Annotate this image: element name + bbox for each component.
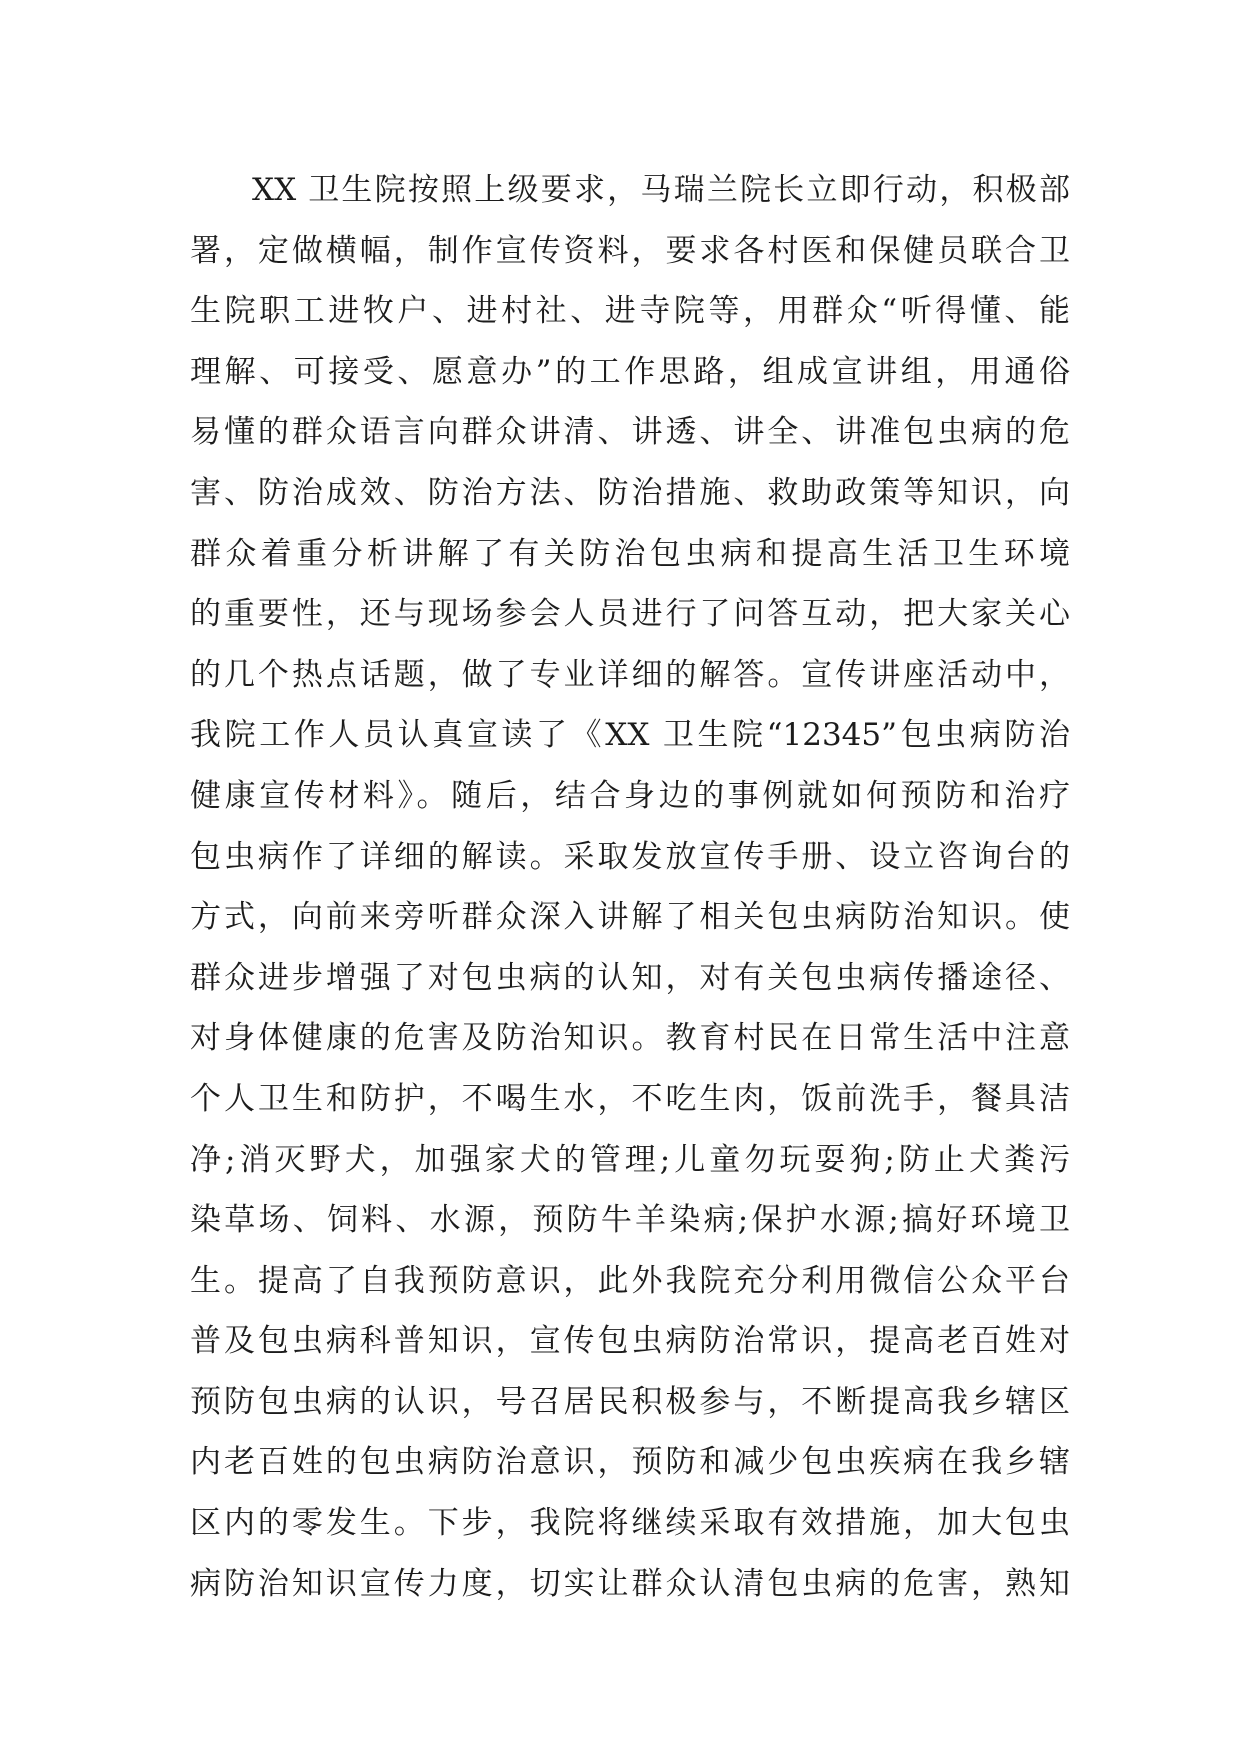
paragraph-line: 群众着重分析讲解了有关防治包虫病和提高生活卫生环境 (190, 535, 1070, 572)
paragraph-line: 理解、可接受、愿意办”的工作思路，组成宣讲组，用通俗 (190, 353, 1070, 390)
paragraph-line: 预防包虫病的认识，号召居民积极参与，不断提高我乡辖区 (190, 1383, 1070, 1420)
paragraph-line: 方式，向前来旁听群众深入讲解了相关包虫病防治知识。使 (190, 899, 1070, 936)
paragraph-line: 生院职工进牧户、进村社、进寺院等，用群众“听得懂、能 (190, 293, 1070, 330)
paragraph-line: 个人卫生和防护，不喝生水，不吃生肉，饭前洗手，餐具洁 (190, 1080, 1070, 1117)
paragraph-line: 对身体健康的危害及防治知识。教育村民在日常生活中注意 (190, 1020, 1070, 1057)
paragraph-line: 染草场、饲料、水源，预防牛羊染病;保护水源;搞好环境卫 (190, 1202, 1070, 1239)
body-paragraph (190, 160, 1070, 1614)
paragraph-line: 的几个热点话题，做了专业详细的解答。宣传讲座活动中， (190, 656, 1070, 693)
paragraph-line: 健康宣传材料》。随后，结合身边的事例就如何预防和治疗 (190, 777, 1070, 814)
paragraph-line: 内老百姓的包虫病防治意识，预防和减少包虫疾病在我乡辖 (190, 1444, 1070, 1481)
paragraph-line: 包虫病作了详细的解读。采取发放宣传手册、设立咨询台的 (190, 838, 1070, 875)
paragraph-line: 生。提高了自我预防意识，此外我院充分利用微信公众平台 (190, 1262, 1070, 1299)
paragraph-line: 害、防治成效、防治方法、防治措施、救助政策等知识，向 (190, 474, 1070, 511)
paragraph-line: 净;消灭野犬，加强家犬的管理;儿童勿玩耍狗;防止犬粪污 (190, 1141, 1070, 1178)
paragraph-line: 普及包虫病科普知识，宣传包虫病防治常识，提高老百姓对 (190, 1323, 1070, 1360)
paragraph-line: 群众进步增强了对包虫病的认知，对有关包虫病传播途径、 (190, 959, 1070, 996)
paragraph-line: 易懂的群众语言向群众讲清、讲透、讲全、讲准包虫病的危 (190, 414, 1070, 451)
paragraph-line: 病防治知识宣传力度，切实让群众认清包虫病的危害，熟知 (190, 1565, 1070, 1602)
paragraph-line: 的重要性，还与现场参会人员进行了问答互动，把大家关心 (190, 596, 1070, 633)
paragraph-line: XX 卫生院按照上级要求，马瑞兰院长立即行动，积极部 (252, 172, 1070, 208)
paragraph-line: 我院工作人员认真宣读了《XX 卫生院“12345”包虫病防治 (190, 717, 1070, 754)
paragraph-line: 区内的零发生。下步，我院将继续采取有效措施，加大包虫 (190, 1505, 1070, 1542)
paragraph-line: 署，定做横幅，制作宣传资料，要求各村医和保健员联合卫 (190, 232, 1070, 269)
